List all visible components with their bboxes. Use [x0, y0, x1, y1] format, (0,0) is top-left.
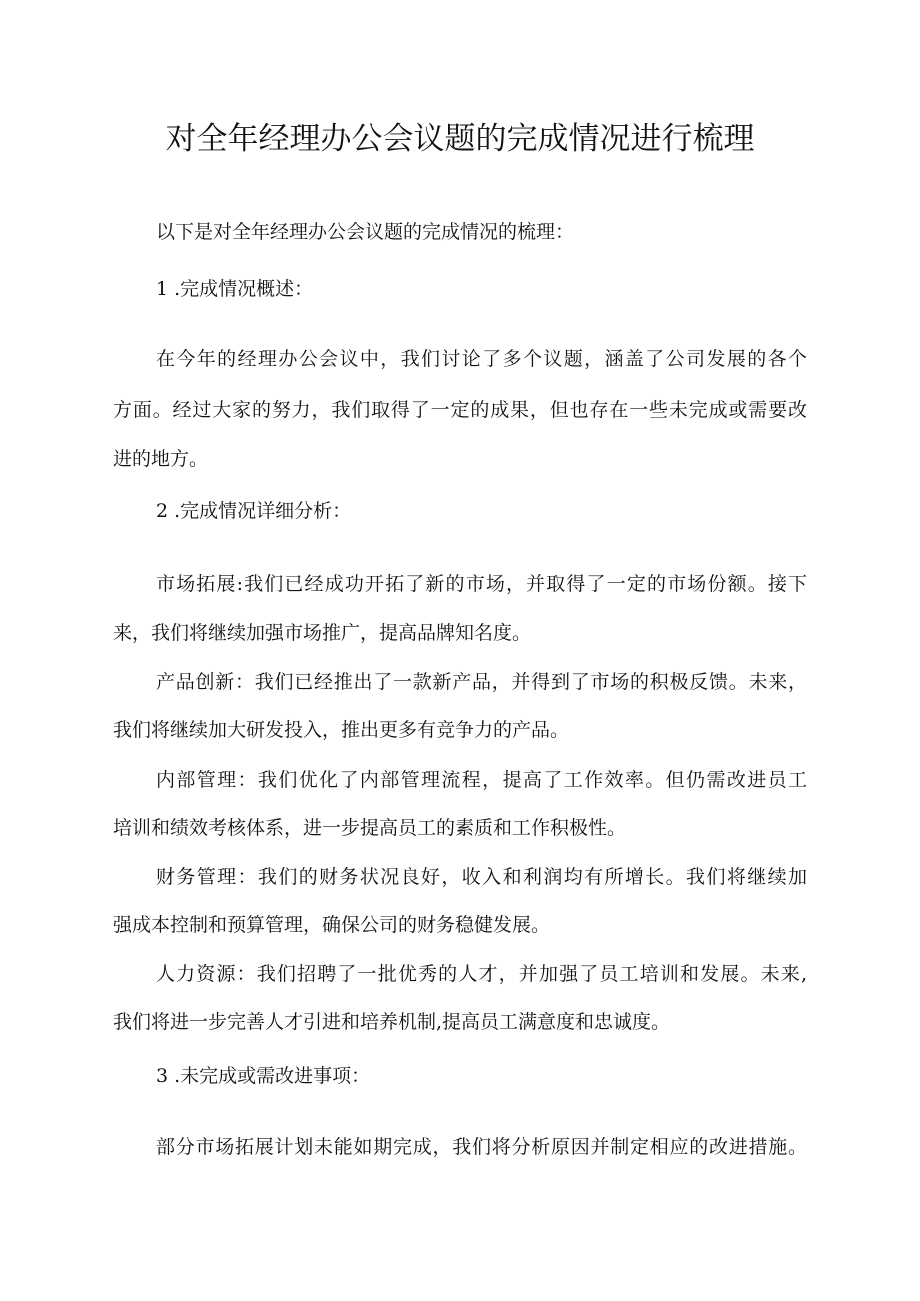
section-2-heading: 2 .完成情况详细分析：: [156, 500, 352, 522]
internal-line-2: 培训和绩效考核体系，进一步提高员工的素质和工作积极性。: [113, 817, 627, 839]
section-3-heading: 3 .未完成或需改进事项：: [156, 1065, 371, 1087]
internal-line-1: 内部管理：我们优化了内部管理流程，提高了工作效率。但仍需改进员工: [156, 769, 807, 791]
section-1-para-line-3: 进的地方。: [113, 448, 209, 470]
document-title: 对全年经理办公会议题的完成情况进行梳理: [165, 121, 755, 157]
section-1-heading: 1 .完成情况概述：: [156, 278, 314, 300]
section-1-para-line-1: 在今年的经理办公会议中，我们讨论了多个议题，涵盖了公司发展的各个: [156, 348, 807, 370]
market-line-1: 市场拓展:我们已经成功开拓了新的市场，并取得了一定的市场份额。接下: [156, 573, 807, 595]
product-line-2: 我们将继续加大研发投入，推出更多有竞争力的产品。: [113, 719, 570, 741]
market-line-2: 来，我们将继续加强市场推广，提高品牌知名度。: [113, 622, 532, 644]
section-3-item-1: 部分市场拓展计划未能如期完成，我们将分析原因并制定相应的改进措施。: [156, 1136, 807, 1158]
product-line-1: 产品创新：我们已经推出了一款新产品，并得到了市场的积极反馈。未来，: [156, 671, 807, 693]
finance-line-1: 财务管理：我们的财务状况良好，收入和利润均有所增长。我们将继续加: [156, 866, 807, 888]
section-1-para-line-2: 方面。经过大家的努力，我们取得了一定的成果，但也存在一些未完成或需要改: [113, 399, 807, 421]
hr-line-2: 我们将进一步完善人才引进和培养机制,提高员工满意度和忠诚度。: [113, 1011, 671, 1033]
hr-line-1: 人力资源：我们招聘了一批优秀的人才，并加强了员工培训和发展。未来,: [156, 963, 807, 985]
intro-text: 以下是对全年经理办公会议题的完成情况的梳理：: [156, 221, 575, 243]
finance-line-2: 强成本控制和预算管理，确保公司的财务稳健发展。: [113, 914, 551, 936]
